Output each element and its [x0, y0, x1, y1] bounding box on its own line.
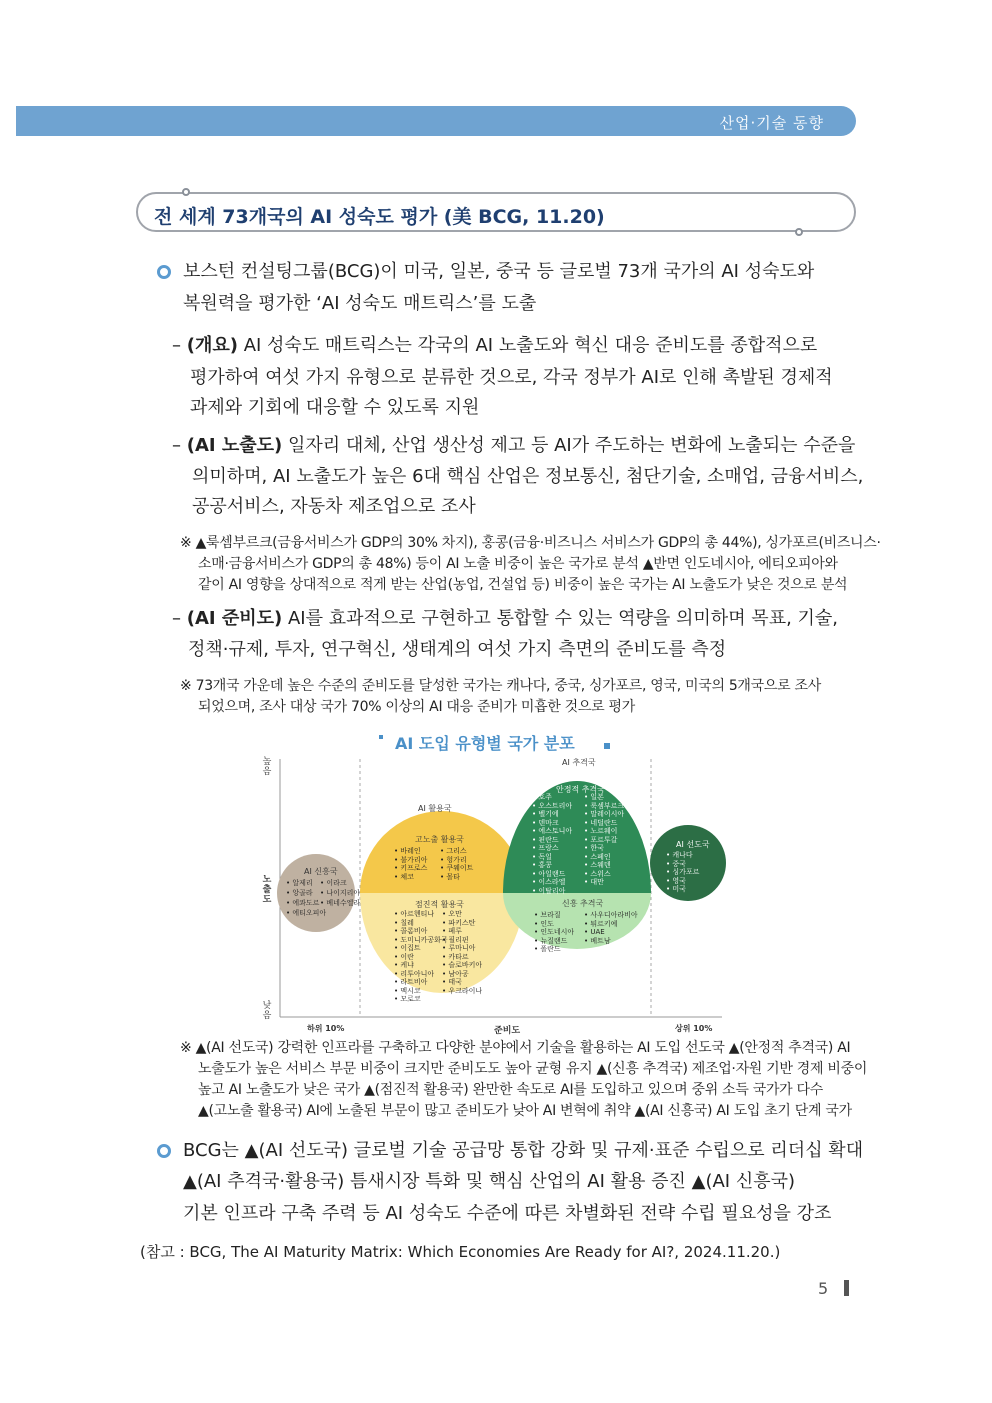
note-3-line-3: 높고 AI 노출도가 낮은 국가 ▲(점진적 활용국) 완만한 속도로 AI를 도입하고 있으며 중위 소득 국가가 다수: [198, 1082, 823, 1098]
pioneers-list: • 캐나다 • 중국 • 싱가포르 • 영국 • 미국: [666, 851, 700, 893]
note-2-line-1: ※ 73개국 가운데 높은 수준의 준비도를 달성한 국가는 캐나다, 중국, 싱가포르, 영국, 미국의 5개국으로 조사: [180, 678, 821, 694]
bullet-circle-icon: [157, 1144, 171, 1158]
emerging-title: AI 신흥국: [304, 867, 338, 876]
gradual-title: 점진적 활용국: [415, 900, 464, 909]
dash-item-1-line-1: – (개요) AI 성숙도 매트릭스는 각국의 AI 노출도와 혁신 대응 준비도를 종합적으로: [172, 335, 818, 356]
emerging-list-1: • 알제리 • 앙골라 • 에콰도르 • 에티오피아: [286, 879, 327, 917]
page-number: 5: [818, 1279, 829, 1298]
paragraph-1-line-2: 복원력을 평가한 ‘AI 성숙도 매트릭스’를 도출: [183, 293, 537, 314]
dash-item-3-line-2: 정책·규제, 투자, 연구혁신, 생태계의 여섯 가지 측면의 준비도를 측정: [188, 639, 727, 660]
note-2-line-2: 되었으며, 조사 대상 국가 70% 이상의 AI 대응 준비가 미흡한 것으로 평가: [198, 699, 635, 715]
paragraph-2-line-2: ▲(AI 추격국·활용국) 틈새시장 특화 및 핵심 산업의 AI 활용 증진 ▲(AI 신흥국): [183, 1171, 795, 1192]
group-chasers-label: AI 추격국: [562, 758, 596, 767]
steady-list-1: • 호주 • 오스트리아 • 벨기에 • 덴마크 • 에스토니아 • 핀란드 • 프랑스 • 독일 • 홍콩 • 아일랜드 • 이스라엘 • 이탈리아: [532, 793, 573, 895]
steady-list-2: • 일본 • 룩셈부르크 • 말레이시아 • 네덜란드 • 노르웨이 • 포르투갈 • 한국 • 스페인 • 스웨덴 • 스위스 • 대만: [584, 793, 625, 886]
note-3-line-1: ※ ▲(AI 선도국) 강력한 인프라를 구축하고 다양한 분야에서 기술을 활용하는 AI 도입 선도국 ▲(안정적 추격국) AI: [180, 1040, 851, 1056]
rising-title: 신흥 추격국: [562, 899, 604, 908]
steady-title: 안정적 추격국: [556, 785, 605, 794]
rising-list-2: • 사우디아라비아 • 튀르키예 • UAE • 베트남: [584, 911, 638, 945]
paragraph-2-line-3: 기본 인프라 구축 주력 등 AI 성숙도 수준에 따른 차별화된 전략 수립 필요성을 강조: [183, 1203, 832, 1224]
box-dot-bottom: [795, 228, 803, 236]
dash-item-3-tag: (AI 준비도): [186, 608, 283, 629]
pioneers-title: AI 선도국: [676, 840, 710, 849]
dash-item-2-line-2: 의미하며, AI 노출도가 높은 6대 핵심 산업은 정보통신, 첨단기술, 소매업, 금융서비스,: [192, 466, 864, 487]
high-exposure-title: 고노출 활용국: [415, 835, 464, 844]
box-dot-top: [182, 188, 190, 196]
dash-item-2-tag: (AI 노출도): [186, 435, 283, 456]
high-exposure-list-2: • 그리스 • 헝가리 • 쿠웨이트 • 몰타: [440, 847, 474, 881]
gradual-list-1: • 아르헨티나 • 칠레 • 콜롬비아 • 도미니카공화국 • 이집트 • 이란 • 케냐 • 리투아니아 • 라트비아 • 멕시코 • 모로코: [394, 910, 448, 1003]
section-title: 전 세계 73개국의 AI 성숙도 평가 (美 BCG, 11.20): [154, 206, 605, 228]
paragraph-2-line-1: BCG는 ▲(AI 선도국) 글로벌 기술 공급망 통합 강화 및 규제·표준 수립으로 리더십 확대: [183, 1140, 864, 1161]
emerging-list-2: • 이라크 • 나이지리아 • 베네수엘라: [320, 879, 361, 907]
note-3-line-2: 노출도가 높은 서비스 부문 비중이 크지만 준비도도 높아 균형 유지 ▲(신흥 추격국) 제조업·자원 기반 경제 비중이: [198, 1061, 868, 1077]
high-exposure-list-1: • 바레인 • 불가리아 • 키프로스 • 체코: [394, 847, 428, 881]
figure-title-marker-left: [379, 735, 383, 739]
group-adopters-label: AI 활용국: [418, 804, 452, 813]
y-axis-title: 노 출 도: [262, 875, 272, 905]
note-1-line-1: ※ ▲룩셈부르크(금융서비스가 GDP의 30% 차지), 홍콩(금융·비즈니스 서비스가 GDP의 총 44%), 싱가포르(비즈니스·: [180, 535, 881, 551]
paragraph-1-line-1: 보스턴 컨설팅그룹(BCG)이 미국, 일본, 중국 등 글로벌 73개 국가의 AI 성숙도와: [183, 261, 815, 282]
x-axis-title: 준비도: [494, 1026, 521, 1036]
x-high-label: 상위 10%: [675, 1024, 713, 1033]
y-low-label: 낮 음: [262, 1001, 272, 1021]
steady-half: [503, 781, 651, 893]
source-reference: (참고 : BCG, The AI Maturity Matrix: Which Economies Are Ready for AI?, 2024.11.20.): [140, 1243, 781, 1261]
header-category: 산업·기술 동향: [719, 114, 824, 132]
note-1-line-2: 소매·금융서비스가 GDP의 총 48%) 등이 AI 노출 비중이 높은 국가로 분석 ▲반면 인도네시아, 에티오피아와: [198, 556, 838, 572]
dash-item-3-line-1: – (AI 준비도) AI를 효과적으로 구현하고 통합할 수 있는 역량을 의미하며 목표, 기술,: [172, 608, 839, 629]
dash-item-1-tag: (개요): [186, 335, 238, 356]
dash-item-2-text: 일자리 대체, 산업 생산성 제고 등 AI가 주도하는 변화에 노출되는 수준을: [287, 435, 856, 456]
dash-item-1-line-3: 과제와 기회에 대응할 수 있도록 지원: [190, 397, 480, 418]
dash-item-2-line-3: 공공서비스, 자동차 제조업으로 조사: [192, 496, 476, 517]
bullet-circle-icon: [157, 265, 171, 279]
note-1-line-3: 같이 AI 영향을 상대적으로 적게 받는 산업(농업, 건설업 등) 비중이 높은 국가는 AI 노출도가 낮은 것으로 분석: [198, 577, 848, 593]
dash-item-1-line-2: 평가하여 여섯 가지 유형으로 분류한 것으로, 각국 정부가 AI로 인해 촉발된 경제적: [190, 367, 833, 388]
gradual-list-2: • 오만 • 파키스탄 • 페루 • 필리핀 • 루마니아 • 카타르 • 슬로바키아 • 남아공 • 태국 • 우크라이나: [442, 910, 483, 995]
dash-item-3-text: AI를 효과적으로 구현하고 통합할 수 있는 역량을 의미하며 목표, 기술,: [287, 608, 839, 629]
note-3-line-4: ▲(고노출 활용국) AI에 노출된 부문이 많고 준비도가 낮아 AI 변혁에 취약 ▲(AI 신흥국) AI 도입 초기 단계 국가: [198, 1103, 852, 1119]
rising-list-1: • 브라질 • 인도 • 인도네시아 • 뉴질랜드 • 폴란드: [534, 911, 575, 953]
page-number-bar: [844, 1280, 849, 1296]
dash-item-1-text: AI 성숙도 매트릭스는 각국의 AI 노출도와 혁신 대응 준비도를 종합적으로: [243, 335, 818, 356]
y-high-label: 높 음: [262, 757, 272, 777]
dash-item-2-line-1: – (AI 노출도) 일자리 대체, 산업 생산성 제고 등 AI가 주도하는 변화에 노출되는 수준을: [172, 435, 856, 456]
header-band: [16, 106, 856, 136]
x-low-label: 하위 10%: [307, 1024, 345, 1033]
figure-title-marker-right: [604, 743, 610, 749]
figure-title: AI 도입 유형별 국가 분포: [395, 734, 575, 753]
